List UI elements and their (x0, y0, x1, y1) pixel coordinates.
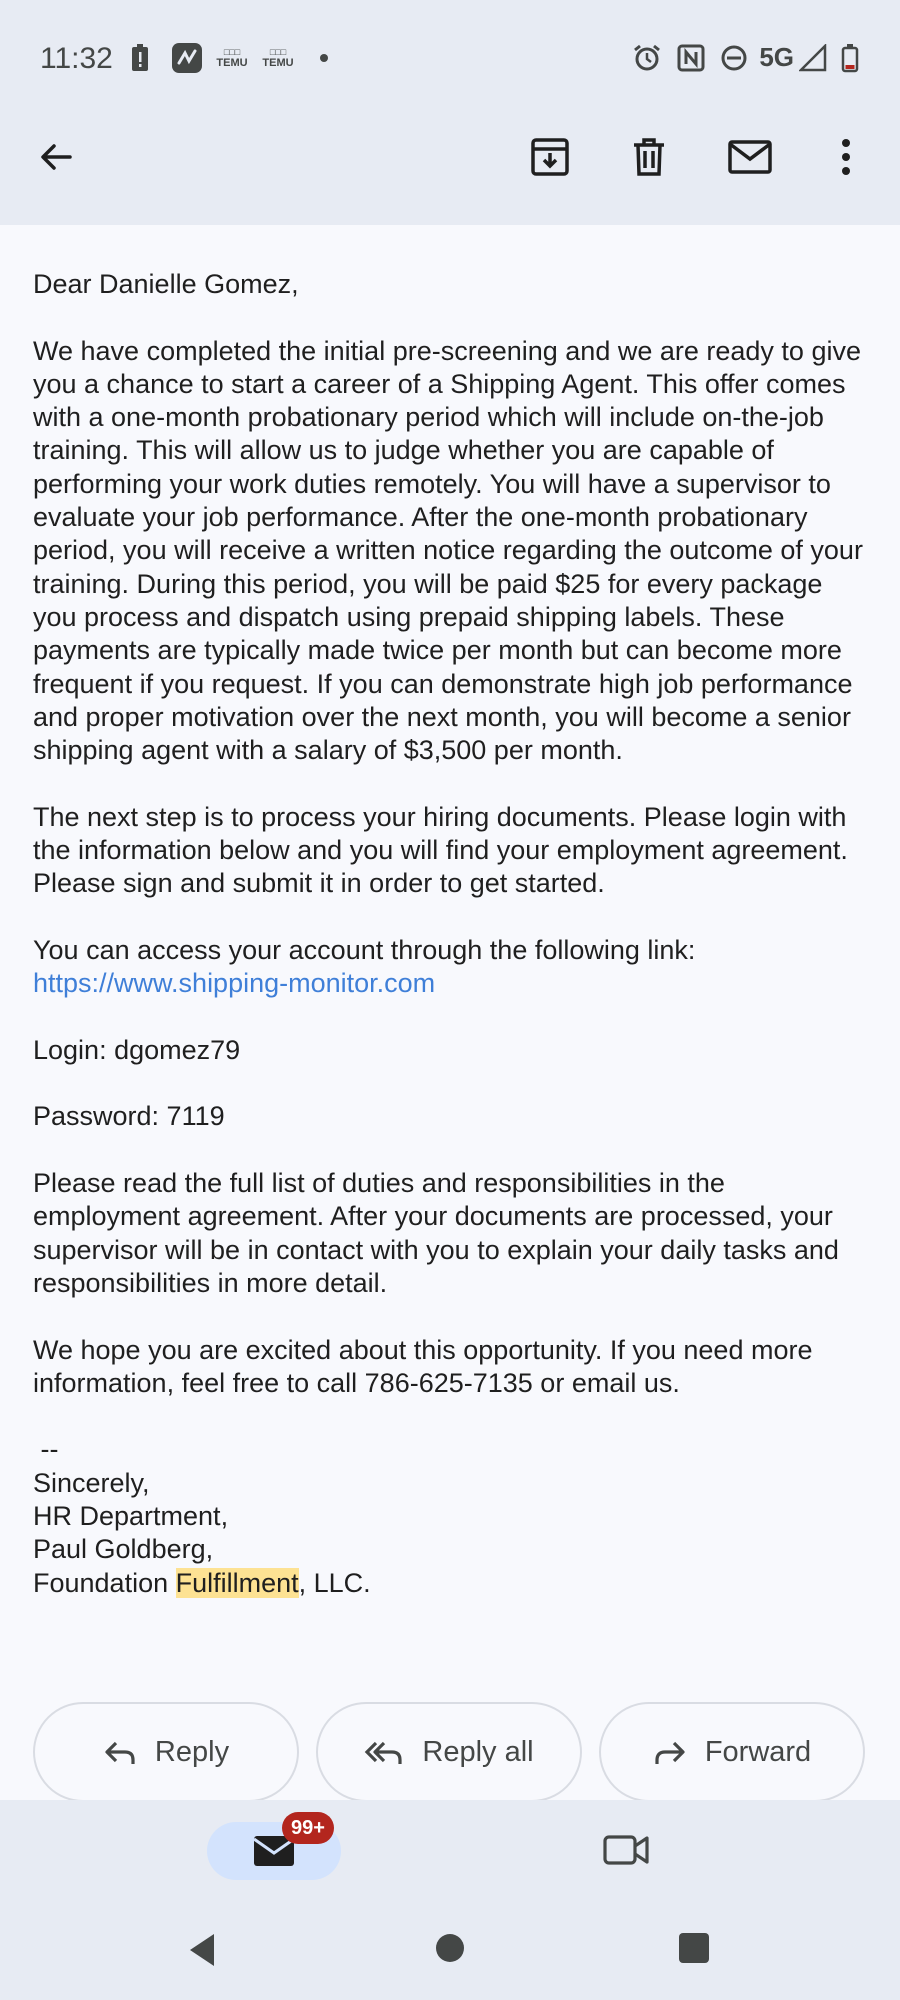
reply-all-icon (364, 1737, 404, 1767)
temu-icon: □□□ TEMU (262, 47, 294, 69)
top-bar (0, 0, 900, 225)
back-arrow-icon (36, 137, 76, 177)
delete-icon (629, 136, 669, 178)
signal-icon (798, 42, 828, 74)
archive-button[interactable] (518, 125, 582, 189)
unread-count-badge: 99+ (282, 1812, 334, 1844)
forward-button[interactable] (599, 1702, 865, 1802)
signature-department: HR Department, (33, 1500, 229, 1531)
dot-icon (318, 42, 330, 74)
delete-button[interactable] (617, 125, 681, 189)
account-link[interactable]: https://www.shipping-monitor.com (33, 968, 436, 999)
signature-separator: -- (33, 1434, 59, 1465)
nav-back-icon[interactable] (186, 1932, 218, 1973)
reply-all-button[interactable] (316, 1702, 582, 1802)
nav-recents-icon[interactable] (678, 1932, 710, 1969)
battery-alert-icon (128, 42, 152, 74)
reply-icon (103, 1737, 137, 1767)
link-intro: You can access your account through the following link: (33, 934, 696, 965)
reply-button[interactable] (33, 1702, 299, 1802)
forward-icon (653, 1737, 687, 1767)
search-highlight: Fulfillment (175, 1567, 299, 1598)
reply-all-label: Reply all (422, 1735, 534, 1768)
nav-home-icon[interactable] (434, 1932, 466, 1969)
battery-icon (838, 42, 862, 74)
more-vert-icon (840, 137, 852, 177)
back-button[interactable] (24, 125, 88, 189)
status-bar (0, 0, 900, 118)
greeting: Dear Danielle Gomez, (33, 269, 299, 299)
nfc-icon (676, 42, 706, 74)
alarm-icon (630, 42, 664, 74)
status-time: 11:32 (40, 42, 113, 75)
forward-label: Forward (704, 1735, 812, 1768)
meet-tab[interactable] (596, 1828, 656, 1872)
mark-unread-button[interactable] (718, 125, 782, 189)
signature-company: Foundation Fulfillment, LLC. (33, 1567, 371, 1598)
do-not-disturb-icon (718, 42, 750, 74)
signature-name: Paul Goldberg, (33, 1534, 214, 1565)
mail-icon (727, 139, 773, 175)
paragraph-duties: Please read the full list of duties and responsibilities in the employment agreement. After your documents are processed, your supervisor will be in contact with you to explain your daily tasks and responsibilities in more detail. (33, 1168, 839, 1298)
email-body (33, 268, 873, 1600)
paragraph-next-step: The next step is to process your hiring documents. Please login with the information below and you will find your employment agreement. Please sign and submit it in order to get started. (33, 801, 848, 899)
bottom-navigation (0, 1800, 900, 1900)
system-navigation (0, 1900, 900, 2000)
password-line: Password: 7119 (33, 1101, 225, 1132)
archive-icon (529, 136, 571, 178)
temu-icon: □□□ TEMU (216, 47, 248, 69)
reply-label: Reply (154, 1735, 230, 1768)
login-line: Login: dgomez79 (33, 1034, 241, 1065)
app-notification-icon (170, 42, 204, 74)
more-options-button[interactable] (814, 125, 878, 189)
video-camera-icon (602, 1832, 650, 1868)
reply-actions (0, 1700, 900, 1800)
closing: Sincerely, (33, 1467, 150, 1498)
paragraph-contact: We hope you are excited about this opportunity. If you need more information, feel free to call 786-625-7135 or email us. (33, 1334, 813, 1398)
paragraph-offer: We have completed the initial pre-screening and we are ready to give you a chance to start a career of a Shipping Agent. This offer comes with a one-month probationary period which will include on-the-job training. This will allow us to judge whether you are capable of performing your work duties remotely. You will have a supervisor to evaluate your job performance. After the one-month probationary period, you will receive a written notice regarding the outcome of your training. During this period, you will be paid $25 for every package you process and dispatch using prepaid shipping labels. These payments are typically made twice per month but can become more frequent if you request. If you can demonstrate high job performance and proper motivation over the next month, you will become a senior shipping agent with a salary of $3,500 per month. (33, 335, 863, 766)
network-type: 5G (759, 42, 794, 72)
